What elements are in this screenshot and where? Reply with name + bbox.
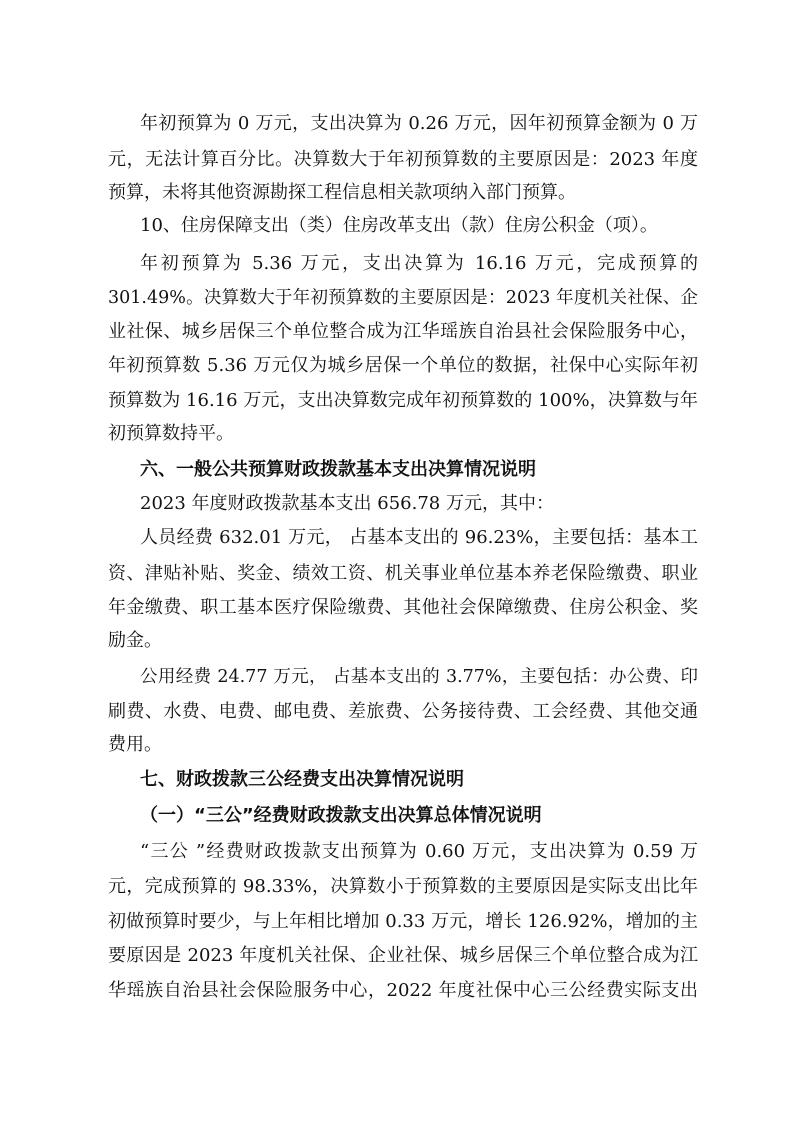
paragraph-line: “三公 ”经费财政拨款支出预算为 0.60 万元，支出决算为 0.59 万: [140, 841, 698, 862]
paragraph-line: 年初预算为 5.36 万元，支出决算为 16.16 万元，完成预算的: [140, 253, 698, 274]
paragraph-line: 预算，未将其他资源勘探工程信息相关款项纳入部门预算。: [108, 182, 576, 203]
subsection-heading: 10、住房保障支出（类）住房改革支出（款）住房公积金（项）。: [140, 215, 658, 236]
paragraph-line: 预算数为 16.16 万元，支出决算数完成年初预算数的 100%，决算数与年: [108, 390, 698, 411]
paragraph-line: 2023 年度财政拨款基本支出 656.78 万元，其中：: [140, 493, 554, 514]
paragraph-line: 励金。: [108, 630, 162, 651]
paragraph-line: 公用经费 24.77 万元， 占基本支出的 3.77%，主要包括：办公费、印: [140, 667, 698, 687]
paragraph-line: 年初预算数 5.36 万元仅为城乡居保一个单位的数据，社保中心实际年初: [108, 355, 698, 376]
paragraph-line: 301.49%。决算数大于年初预算数的主要原因是：2023 年度机关社保、企: [108, 288, 698, 308]
paragraph-line: 年金缴费、职工基本医疗保险缴费、其他社会保障缴费、住房公积金、奖: [108, 597, 698, 618]
paragraph-line: 要原因是 2023 年度机关社保、企业社保、城乡居保三个单位整合成为江: [108, 945, 698, 966]
paragraph-line: 初预算数持平。: [108, 423, 234, 444]
section-heading-7: 七、财政拨款三公经费支出决算情况说明: [140, 769, 464, 790]
paragraph-line: 初做预算时要少，与上年相比增加 0.33 万元，增长 126.92%，增加的主: [108, 911, 698, 932]
paragraph-line: 刷费、水费、电费、邮电费、差旅费、公务接待费、工会经费、其他交通: [108, 701, 698, 722]
paragraph-line: 费用。: [108, 734, 162, 755]
paragraph-line: 元，完成预算的 98.33%，决算数小于预算数的主要原因是实际支出比年: [108, 876, 698, 897]
paragraph-line: 元，无法计算百分比。决算数大于年初预算数的主要原因是：2023 年度: [108, 149, 698, 170]
subsection-heading-1: （一）“三公”经费财政拨款支出决算总体情况说明: [140, 805, 542, 826]
paragraph-line: 年初预算为 0 万元，支出决算为 0.26 万元，因年初预算金额为 0 万: [140, 113, 698, 134]
paragraph-line: 资、津贴补贴、奖金、绩效工资、机关事业单位基本养老保险缴费、职业: [108, 563, 698, 584]
paragraph-line: 人员经费 632.01 万元， 占基本支出的 96.23%，主要包括：基本工: [140, 527, 698, 548]
section-heading-6: 六、一般公共预算财政拨款基本支出决算情况说明: [140, 459, 536, 480]
paragraph-line: 业社保、城乡居保三个单位整合成为江华瑶族自治县社会保险服务中心，: [108, 321, 698, 342]
paragraph-line: 华瑶族自治县社会保险服务中心，2022 年度社保中心三公经费实际支出: [108, 980, 698, 1001]
